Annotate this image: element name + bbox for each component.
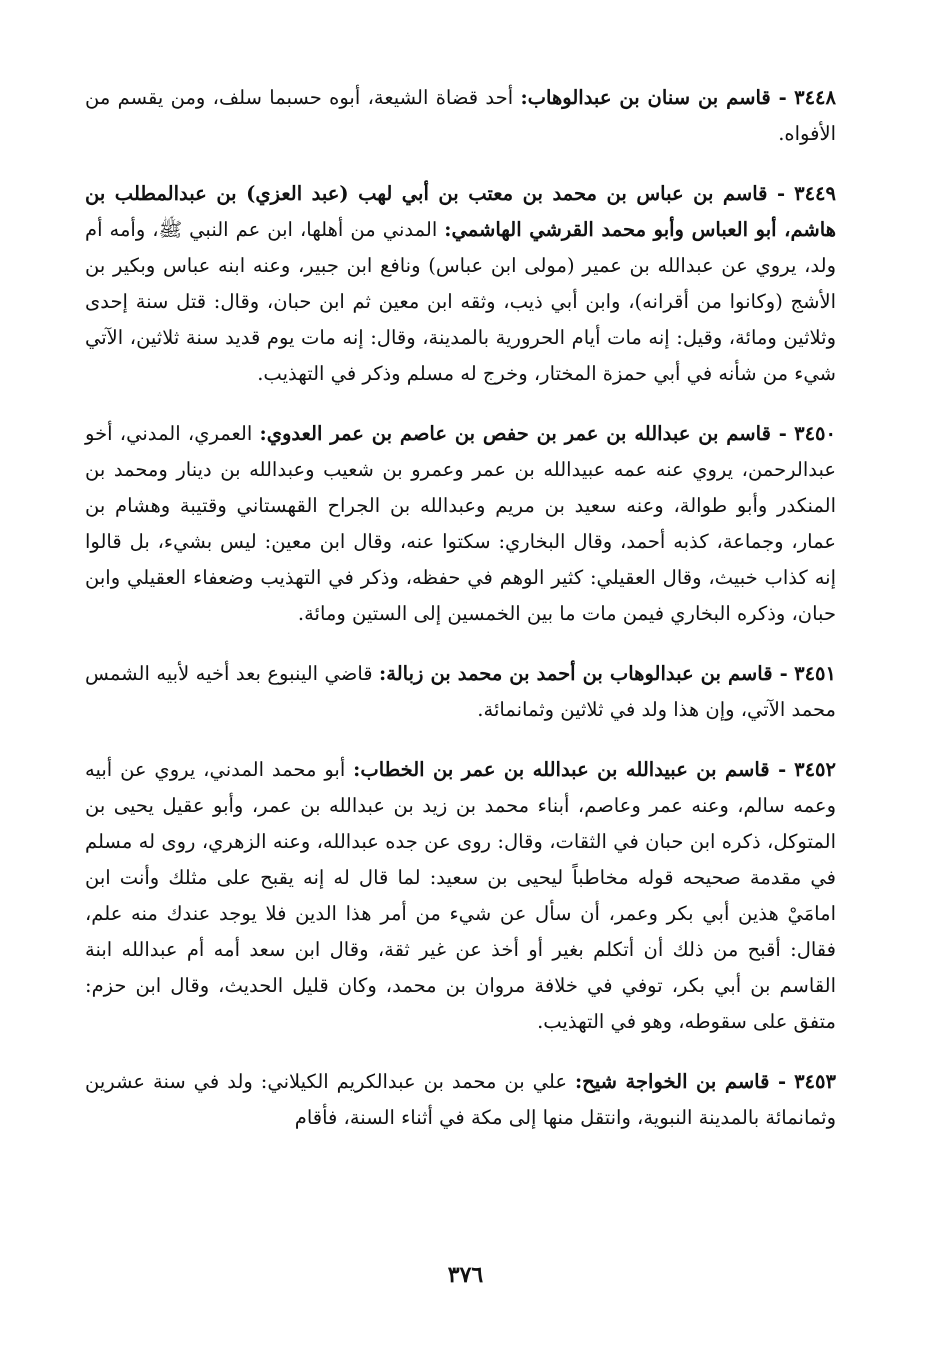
entry-text: المدني من أهلها، ابن عم النبي ﷺ، وأمه أم ولد، يروي عن عبدالله بن عمير (مولى ابن عباس) ونافع ابن جبير، وعنه ابنه عباس وبكير بن الأشج (وكانوا من أقرانه)، وابن أبي ذيب، وثقه ابن معين ثم ابن حبان، وقال: قتل سنة إحدى وثلاثين ومائة، وقيل: إنه مات أيام الحرورية بالمدينة، وقال: إنه مات يوم قديد سنة ثلاثين، الآتي شيء من شأنه في أبي حمزة المختار، وخرج له مسلم وذكر في التهذيب. [85,218,836,385]
entry-number: ٣٤٥١ [794,662,837,685]
entry-3448: ٣٤٤٨ - قاسم بن سنان بن عبدالوهاب: أحد قضاة الشيعة، أبوه حسبما سلف، ومن يقسم من الأفواه. [85,86,837,145]
page-number: ٣٧٦ [447,1262,484,1288]
entry-name: قاسم بن الخواجة شيح: [574,1070,770,1093]
entry-number: ٣٤٥٢ [794,758,837,781]
entry-3449: ٣٤٤٩ - قاسم بن عباس بن محمد بن معتب بن أبي لهب (عبد العزي) بن عبدالمطلب بن هاشم، أبو العباس وأبو محمد القرشي الهاشمي: المدني من أهلها، ابن عم النبي ﷺ، وأمه أم ولد، يروي عن عبدالله بن عمير (مولى ابن عباس) ونافع ابن جبير، وعنه ابنه عباس وبكير بن الأشج (وكانوا من أقرانه)، وابن أبي ذيب، وثقه ابن معين ثم ابن حبان، وقال: قتل سنة إحدى وثلاثين ومائة، وقيل: إنه مات أيام الحرورية بالمدينة، وقال: إنه مات يوم قديد سنة ثلاثين، الآتي شيء من شأنه في أبي حمزة المختار، وخرج له مسلم وذكر في التهذيب. [85,182,837,385]
entry-text: علي بن محمد بن عبدالكريم الكيلاني: ولد في سنة عشرين وثمانمائة بالمدينة النبوية، وانتقل منها إلى مكة في أثناء السنة، فأقام [85,1070,836,1129]
entry-number: ٣٤٥٠ [794,422,836,445]
entry-number: ٣٤٤٨ [794,86,837,109]
entry-name: قاسم بن عبدالوهاب بن أحمد بن محمد بن زبالة: [379,662,773,685]
entry-number: ٣٤٥٣ [794,1070,836,1093]
entry-name: قاسم بن سنان بن عبدالوهاب: [520,86,771,109]
entry-text: أحد قضاة الشيعة، أبوه حسبما سلف، ومن يقسم من الأفواه. [85,86,836,145]
entry-3451: ٣٤٥١ - قاسم بن عبدالوهاب بن أحمد بن محمد بن زبالة: قاضي الينبوع بعد أخيه لأبيه الشمس محمد الآتي، وإن هذا ولد في ثلاثين وثمانمائة. [85,662,837,721]
entry-3453: ٣٤٥٣ - قاسم بن الخواجة شيح: علي بن محمد بن عبدالكريم الكيلاني: ولد في سنة عشرين وثمانمائة بالمدينة النبوية، وانتقل منها إلى مكة في أثناء السنة، فأقام [85,1070,836,1129]
entry-number: ٣٤٤٩ [794,182,837,205]
entry-text: قاضي الينبوع بعد أخيه لأبيه الشمس محمد الآتي، وإن هذا ولد في ثلاثين وثمانمائة. [85,662,836,721]
entry-3450: ٣٤٥٠ - قاسم بن عبدالله بن عمر بن حفص بن عاصم بن عمر العدوي: العمري، المدني، أخو عبدالرحمن، يروي عنه عمه عبيدالله بن عمر وعمرو بن شعيب وعبدالله بن دينار ومحمد بن المنكدر وأبو طوالة، وعنه سعيد بن مريم وعبدالله بن الجراح القهستاني وقتيبة وهشام بن عمار، وجماعة، كذبه أحمد، وقال البخاري: سكتوا عنه، وقال ابن معين: ليس بشيء، بل قالوا إنه كذاب خبيث، وقال العقيلي: كثير الوهم في حفظه، وذكر في التهذيب وضعفاء العقيلي وابن حبان، وذكره البخاري فيمن مات ما بين الخمسين إلى الستين ومائة. [85,422,836,625]
entry-3452: ٣٤٥٢ - قاسم بن عبيدالله بن عبدالله بن عمر بن الخطاب: أبو محمد المدني، يروي عن أبيه وعمه سالم، وعنه عمر وعاصم، أبناء محمد بن زيد بن عبدالله بن عمر، وأبو عقيل يحيى بن المتوكل، ذكره ابن حبان في الثقات، وقال: روى عن جده عبدالله، وعنه الزهري، روى له مسلم في مقدمة صحيحه قوله مخاطباً ليحيى بن سعيد: لما قال له إنه يقبح على مثلك وأنت ابن امامَيْ هذين أبي بكر وعمر، أن سأل عن شيء من أمر هذا الدين فلا يوجد عندك منه علم، فقال: أقبح من ذلك أن أتكلم بغير أو أخذ عن غير ثقة، وقال ابن سعد أمه أم عبدالله ابنة القاسم بن أبي بكر، توفي في خلافة مروان بن محمد، وكان قليل الحديث، وقال ابن حزم: متفق على سقوطه، وهو في التهذيب. [85,758,837,1033]
entry-text: أبو محمد المدني، يروي عن أبيه وعمه سالم، وعنه عمر وعاصم، أبناء محمد بن زيد بن عبدالله بن عمر، وأبو عقيل يحيى بن المتوكل، ذكره ابن حبان في الثقات، وقال: روى عن جده عبدالله، وعنه الزهري، روى له مسلم في مقدمة صحيحه قوله مخاطباً ليحيى بن سعيد: لما قال له إنه يقبح على مثلك وأنت ابن امامَيْ هذين أبي بكر وعمر، أن سأل عن شيء من أمر هذا الدين فلا يوجد عندك منه علم، فقال: أقبح من ذلك أن أتكلم بغير أو أخذ عن غير ثقة، وقال ابن سعد أمه أم عبدالله ابنة القاسم بن أبي بكر، توفي في خلافة مروان بن محمد، وكان قليل الحديث، وقال ابن حزم: متفق على سقوطه، وهو في التهذيب. [85,758,836,1033]
entry-name: قاسم بن عباس بن محمد بن معتب بن أبي لهب (عبد العزي) بن عبدالمطلب بن هاشم، أبو العباس وأبو محمد القرشي الهاشمي: [85,182,836,241]
entry-text: العمري، المدني، أخو عبدالرحمن، يروي عنه عمه عبيدالله بن عمر وعمرو بن شعيب وعبدالله بن دينار ومحمد بن المنكدر وأبو طوالة، وعنه سعيد بن مريم وعبدالله بن الجراح القهستاني وقتيبة وهشام بن عمار، وجماعة، كذبه أحمد، وقال البخاري: سكتوا عنه، وقال ابن معين: ليس بشيء، بل قالوا إنه كذاب خبيث، وقال العقيلي: كثير الوهم في حفظه، وذكر في التهذيب وضعفاء العقيلي وابن حبان، وذكره البخاري فيمن مات ما بين الخمسين إلى الستين ومائة. [85,422,836,625]
entry-name: قاسم بن عبيدالله بن عبدالله بن عمر بن الخطاب: [353,758,770,781]
entry-name: قاسم بن عبدالله بن عمر بن حفص بن عاصم بن عمر العدوي: [259,422,771,445]
